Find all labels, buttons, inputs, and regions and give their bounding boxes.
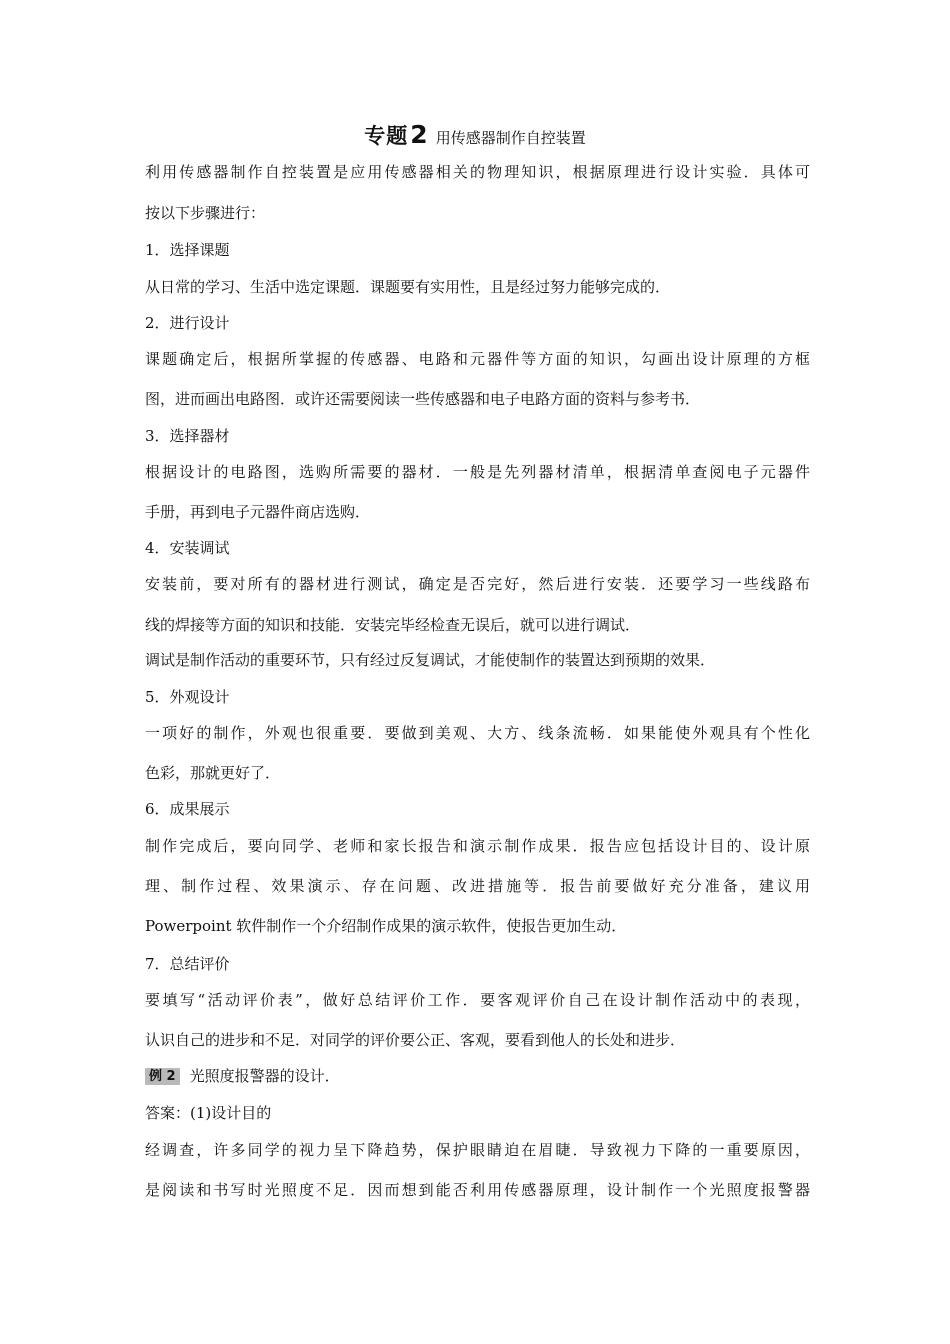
paragraph-line: 按以下步骤进行：: [145, 204, 266, 222]
paragraph-line: 一项好的制作，外观也很重要．要做到美观、大方、线条流畅．如果能使外观具有个性化: [145, 724, 810, 742]
paragraph-line: 安装前，要对所有的器材进行测试，确定是否完好，然后进行安装．还要学习一些线路布: [145, 575, 810, 593]
title-main: 专题: [364, 124, 409, 148]
step-heading: 7．总结评价: [145, 955, 230, 973]
paragraph-line: 线的焊接等方面的知识和技能．安装完毕经检查无误后，就可以进行调试．: [145, 616, 641, 634]
paragraph-line: 要填写“活动评价表”，做好总结评价工作．要客观评价自己在设计制作活动中的表现，: [145, 991, 810, 1009]
step-heading: 2．进行设计: [145, 314, 230, 332]
step-heading: 6．成果展示: [145, 800, 230, 818]
step-heading: 3．选择器材: [145, 427, 230, 445]
example-text: 光照度报警器的设计．: [189, 1067, 340, 1085]
step-heading: 4．安装调试: [145, 539, 230, 557]
example-line: [145, 1064, 810, 1088]
page-title: [0, 120, 950, 150]
paragraph-line: 理、制作过程、效果演示、存在问题、改进措施等．报告前要做好充分准备，建议用: [145, 877, 810, 895]
paragraph-line: 手册，再到电子元器件商店选购．: [145, 503, 371, 521]
paragraph-line: 课题确定后，根据所掌握的传感器、电路和元器件等方面的知识，勾画出设计原理的方框: [145, 350, 810, 368]
paragraph-line: Powerpoint 软件制作一个介绍制作成果的演示软件，使报告更加生动．: [145, 917, 627, 935]
paragraph-line: 根据设计的电路图，选购所需要的器材．一般是先列器材清单，根据清单查阅电子元器件: [145, 463, 810, 481]
paragraph-line: 色彩，那就更好了．: [145, 764, 281, 782]
paragraph-line: 是阅读和书写时光照度不足．因而想到能否利用传感器原理，设计制作一个光照度报警器: [145, 1181, 810, 1199]
paragraph-line: 图，进而画出电路图．或许还需要阅读一些传感器和电子电路方面的资料与参考书．: [145, 390, 701, 408]
step-heading: 5．外观设计: [145, 688, 230, 706]
paragraph-line: 调试是制作活动的重要环节，只有经过反复调试，才能使制作的装置达到预期的效果．: [145, 651, 716, 669]
paragraph-line: 从日常的学习、生活中选定课题．课题要有实用性，且是经过努力能够完成的．: [145, 278, 671, 296]
title-subtitle: 用传感器制作自控装置: [435, 129, 586, 147]
paragraph-line: 经调查，许多同学的视力呈下降趋势，保护眼睛迫在眉睫．导致视力下降的一重要原因，: [145, 1141, 810, 1159]
paragraph-line: 利用传感器制作自控装置是应用传感器相关的物理知识，根据原理进行设计实验．具体可: [145, 163, 810, 181]
example-badge: 例 2: [145, 1068, 180, 1085]
answer-heading: 答案：(1)设计目的: [145, 1104, 272, 1122]
step-heading: 1．选择课题: [145, 241, 230, 259]
paragraph-line: 制作完成后，要向同学、老师和家长报告和演示制作成果．报告应包括设计目的、设计原: [145, 837, 810, 855]
title-number: 2: [410, 120, 428, 149]
paragraph-line: 认识自己的进步和不足．对同学的评价要公正、客观，要看到他人的长处和进步．: [145, 1031, 686, 1049]
